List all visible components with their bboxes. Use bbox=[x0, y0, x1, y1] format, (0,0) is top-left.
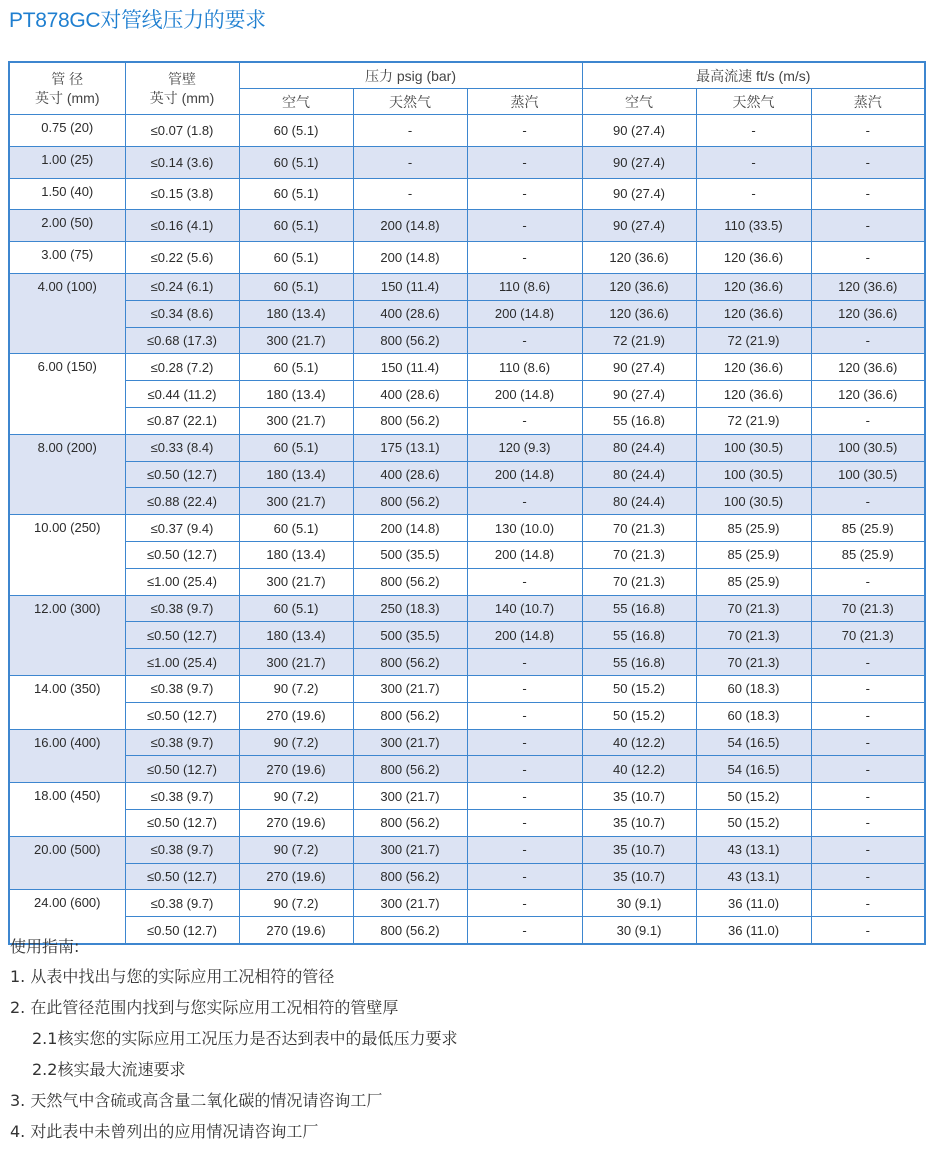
pressure-steam-cell: - bbox=[467, 327, 582, 354]
wall-thickness-cell: ≤0.50 (12.7) bbox=[125, 622, 239, 649]
table-row bbox=[9, 756, 925, 783]
pressure-air-cell: 300 (21.7) bbox=[239, 407, 353, 434]
velocity-air-cell: 35 (10.7) bbox=[582, 809, 696, 836]
velocity-steam-cell: 85 (25.9) bbox=[811, 515, 925, 542]
table-row bbox=[9, 178, 925, 210]
wall-thickness-cell: ≤0.38 (9.7) bbox=[125, 890, 239, 917]
pressure-steam-cell: 110 (8.6) bbox=[467, 273, 582, 300]
velocity-air-cell: 35 (10.7) bbox=[582, 836, 696, 863]
velocity-steam-cell: - bbox=[811, 115, 925, 147]
velocity-steam-cell: - bbox=[811, 729, 925, 756]
velocity-air-cell: 55 (16.8) bbox=[582, 649, 696, 676]
velocity-air-cell: 80 (24.4) bbox=[582, 434, 696, 461]
pipe-size-cell: 14.00 (350) bbox=[9, 675, 125, 729]
wall-thickness-cell: ≤0.38 (9.7) bbox=[125, 729, 239, 756]
wall-thickness-cell: ≤0.50 (12.7) bbox=[125, 541, 239, 568]
header-pipe-size: 管 径 英寸 (mm) bbox=[9, 62, 125, 115]
velocity-steam-cell: - bbox=[811, 146, 925, 178]
pressure-natural-gas-cell: 200 (14.8) bbox=[353, 210, 467, 242]
table-row bbox=[9, 649, 925, 676]
pipe-size-cell: 20.00 (500) bbox=[9, 836, 125, 890]
table-row bbox=[9, 210, 925, 242]
velocity-natural-gas-cell: 54 (16.5) bbox=[696, 756, 811, 783]
pressure-steam-cell: - bbox=[467, 146, 582, 178]
table-row bbox=[9, 568, 925, 595]
wall-thickness-cell: ≤1.00 (25.4) bbox=[125, 568, 239, 595]
wall-thickness-cell: ≤0.44 (11.2) bbox=[125, 381, 239, 408]
pressure-steam-cell: - bbox=[467, 756, 582, 783]
wall-thickness-cell: ≤0.34 (8.6) bbox=[125, 300, 239, 327]
wall-thickness-cell: ≤0.50 (12.7) bbox=[125, 756, 239, 783]
header-pressure-steam: 蒸汽 bbox=[467, 89, 582, 115]
velocity-natural-gas-cell: 50 (15.2) bbox=[696, 783, 811, 810]
header-velocity-natural-gas: 天然气 bbox=[696, 89, 811, 115]
pressure-steam-cell: - bbox=[467, 178, 582, 210]
table-row bbox=[9, 354, 925, 381]
pressure-steam-cell: 120 (9.3) bbox=[467, 434, 582, 461]
pressure-steam-cell: - bbox=[467, 890, 582, 917]
pressure-air-cell: 60 (5.1) bbox=[239, 210, 353, 242]
pressure-air-cell: 270 (19.6) bbox=[239, 702, 353, 729]
pressure-natural-gas-cell: 400 (28.6) bbox=[353, 300, 467, 327]
velocity-steam-cell: 120 (36.6) bbox=[811, 273, 925, 300]
wall-thickness-cell: ≤0.07 (1.8) bbox=[125, 115, 239, 147]
pipe-size-cell: 1.50 (40) bbox=[9, 178, 125, 210]
pressure-steam-cell: 200 (14.8) bbox=[467, 300, 582, 327]
velocity-natural-gas-cell: 100 (30.5) bbox=[696, 434, 811, 461]
velocity-air-cell: 55 (16.8) bbox=[582, 407, 696, 434]
wall-thickness-cell: ≤0.37 (9.4) bbox=[125, 515, 239, 542]
wall-thickness-cell: ≤0.38 (9.7) bbox=[125, 783, 239, 810]
velocity-natural-gas-cell: - bbox=[696, 178, 811, 210]
pipe-size-cell: 0.75 (20) bbox=[9, 115, 125, 147]
velocity-steam-cell: 70 (21.3) bbox=[811, 622, 925, 649]
pressure-air-cell: 90 (7.2) bbox=[239, 836, 353, 863]
table-row bbox=[9, 515, 925, 542]
pressure-air-cell: 270 (19.6) bbox=[239, 756, 353, 783]
wall-thickness-cell: ≤0.38 (9.7) bbox=[125, 675, 239, 702]
table-row bbox=[9, 890, 925, 917]
velocity-air-cell: 90 (27.4) bbox=[582, 381, 696, 408]
pressure-natural-gas-cell: 150 (11.4) bbox=[353, 273, 467, 300]
pressure-air-cell: 90 (7.2) bbox=[239, 890, 353, 917]
velocity-natural-gas-cell: 85 (25.9) bbox=[696, 541, 811, 568]
table-row bbox=[9, 595, 925, 622]
velocity-steam-cell: - bbox=[811, 568, 925, 595]
velocity-air-cell: 90 (27.4) bbox=[582, 146, 696, 178]
wall-thickness-cell: ≤0.28 (7.2) bbox=[125, 354, 239, 381]
header-velocity-group: 最高流速 ft/s (m/s) bbox=[582, 62, 925, 89]
velocity-natural-gas-cell: 72 (21.9) bbox=[696, 327, 811, 354]
table-row bbox=[9, 622, 925, 649]
velocity-natural-gas-cell: 60 (18.3) bbox=[696, 675, 811, 702]
pressure-air-cell: 60 (5.1) bbox=[239, 273, 353, 300]
table-row bbox=[9, 381, 925, 408]
page-title: PT878GC对管线压力的要求 bbox=[9, 9, 266, 32]
pressure-steam-cell: - bbox=[467, 702, 582, 729]
velocity-natural-gas-cell: 110 (33.5) bbox=[696, 210, 811, 242]
velocity-steam-cell: - bbox=[811, 809, 925, 836]
pressure-steam-cell: - bbox=[467, 729, 582, 756]
velocity-steam-cell: 100 (30.5) bbox=[811, 461, 925, 488]
velocity-natural-gas-cell: 43 (13.1) bbox=[696, 836, 811, 863]
guide-item: 4. 对此表中未曾列出的应用情况请咨询工厂 bbox=[10, 1122, 319, 1141]
velocity-air-cell: 50 (15.2) bbox=[582, 675, 696, 702]
velocity-steam-cell: - bbox=[811, 917, 925, 944]
velocity-natural-gas-cell: 36 (11.0) bbox=[696, 890, 811, 917]
velocity-air-cell: 30 (9.1) bbox=[582, 917, 696, 944]
pressure-air-cell: 300 (21.7) bbox=[239, 568, 353, 595]
wall-thickness-cell: ≤0.14 (3.6) bbox=[125, 146, 239, 178]
velocity-steam-cell: - bbox=[811, 210, 925, 242]
velocity-natural-gas-cell: 85 (25.9) bbox=[696, 515, 811, 542]
pressure-steam-cell: - bbox=[467, 242, 582, 274]
velocity-steam-cell: - bbox=[811, 488, 925, 515]
velocity-steam-cell: - bbox=[811, 783, 925, 810]
wall-thickness-cell: ≤0.68 (17.3) bbox=[125, 327, 239, 354]
pressure-natural-gas-cell: 300 (21.7) bbox=[353, 890, 467, 917]
velocity-steam-cell: - bbox=[811, 890, 925, 917]
pressure-steam-cell: - bbox=[467, 210, 582, 242]
pipe-size-cell: 10.00 (250) bbox=[9, 515, 125, 595]
header-wall-thickness: 管壁 英寸 (mm) bbox=[125, 62, 239, 115]
pressure-air-cell: 300 (21.7) bbox=[239, 649, 353, 676]
velocity-air-cell: 90 (27.4) bbox=[582, 178, 696, 210]
velocity-air-cell: 70 (21.3) bbox=[582, 541, 696, 568]
pressure-steam-cell: 200 (14.8) bbox=[467, 381, 582, 408]
pressure-air-cell: 60 (5.1) bbox=[239, 178, 353, 210]
pipe-size-cell: 8.00 (200) bbox=[9, 434, 125, 514]
wall-thickness-cell: ≤0.16 (4.1) bbox=[125, 210, 239, 242]
pressure-natural-gas-cell: 800 (56.2) bbox=[353, 327, 467, 354]
velocity-steam-cell: 100 (30.5) bbox=[811, 434, 925, 461]
pressure-steam-cell: 200 (14.8) bbox=[467, 541, 582, 568]
wall-thickness-cell: ≤1.00 (25.4) bbox=[125, 649, 239, 676]
velocity-air-cell: 90 (27.4) bbox=[582, 115, 696, 147]
pressure-steam-cell: - bbox=[467, 917, 582, 944]
velocity-air-cell: 80 (24.4) bbox=[582, 461, 696, 488]
guide-heading: 使用指南: bbox=[10, 937, 80, 956]
pressure-natural-gas-cell: 400 (28.6) bbox=[353, 381, 467, 408]
velocity-air-cell: 35 (10.7) bbox=[582, 863, 696, 890]
table-row bbox=[9, 783, 925, 810]
pressure-natural-gas-cell: 200 (14.8) bbox=[353, 515, 467, 542]
wall-thickness-cell: ≤0.24 (6.1) bbox=[125, 273, 239, 300]
usage-guide bbox=[10, 934, 458, 1141]
velocity-natural-gas-cell: 100 (30.5) bbox=[696, 461, 811, 488]
velocity-steam-cell: - bbox=[811, 242, 925, 274]
pressure-natural-gas-cell: 200 (14.8) bbox=[353, 242, 467, 274]
guide-item: 3. 天然气中含硫或高含量二氧化碳的情况请咨询工厂 bbox=[10, 1091, 383, 1110]
velocity-steam-cell: - bbox=[811, 836, 925, 863]
header-pressure-group: 压力 psig (bar) bbox=[239, 62, 582, 89]
velocity-air-cell: 55 (16.8) bbox=[582, 595, 696, 622]
velocity-air-cell: 90 (27.4) bbox=[582, 354, 696, 381]
pressure-air-cell: 90 (7.2) bbox=[239, 729, 353, 756]
pressure-natural-gas-cell: 150 (11.4) bbox=[353, 354, 467, 381]
pressure-steam-cell: 110 (8.6) bbox=[467, 354, 582, 381]
pressure-steam-cell: - bbox=[467, 675, 582, 702]
pressure-natural-gas-cell: 300 (21.7) bbox=[353, 729, 467, 756]
pressure-steam-cell: - bbox=[467, 407, 582, 434]
velocity-natural-gas-cell: 72 (21.9) bbox=[696, 407, 811, 434]
velocity-natural-gas-cell: 70 (21.3) bbox=[696, 595, 811, 622]
wall-thickness-cell: ≤0.15 (3.8) bbox=[125, 178, 239, 210]
header-pressure-air: 空气 bbox=[239, 89, 353, 115]
velocity-steam-cell: - bbox=[811, 178, 925, 210]
pressure-natural-gas-cell: 800 (56.2) bbox=[353, 488, 467, 515]
table-row bbox=[9, 327, 925, 354]
pressure-steam-cell: - bbox=[467, 649, 582, 676]
pressure-air-cell: 270 (19.6) bbox=[239, 863, 353, 890]
pressure-steam-cell: - bbox=[467, 836, 582, 863]
pressure-air-cell: 270 (19.6) bbox=[239, 809, 353, 836]
pressure-steam-cell: - bbox=[467, 863, 582, 890]
pressure-natural-gas-cell: 800 (56.2) bbox=[353, 407, 467, 434]
velocity-natural-gas-cell: - bbox=[696, 115, 811, 147]
pipe-size-cell: 16.00 (400) bbox=[9, 729, 125, 783]
pressure-steam-cell: - bbox=[467, 488, 582, 515]
header-pressure-natural-gas: 天然气 bbox=[353, 89, 467, 115]
pressure-air-cell: 90 (7.2) bbox=[239, 783, 353, 810]
pressure-natural-gas-cell: 300 (21.7) bbox=[353, 675, 467, 702]
pressure-air-cell: 60 (5.1) bbox=[239, 595, 353, 622]
pressure-air-cell: 60 (5.1) bbox=[239, 242, 353, 274]
pressure-air-cell: 180 (13.4) bbox=[239, 300, 353, 327]
table-row bbox=[9, 729, 925, 756]
pressure-steam-cell: 200 (14.8) bbox=[467, 461, 582, 488]
velocity-air-cell: 80 (24.4) bbox=[582, 488, 696, 515]
table-row bbox=[9, 702, 925, 729]
pressure-natural-gas-cell: 500 (35.5) bbox=[353, 622, 467, 649]
velocity-air-cell: 40 (12.2) bbox=[582, 756, 696, 783]
table-row bbox=[9, 300, 925, 327]
velocity-natural-gas-cell: 50 (15.2) bbox=[696, 809, 811, 836]
velocity-air-cell: 120 (36.6) bbox=[582, 242, 696, 274]
velocity-steam-cell: - bbox=[811, 756, 925, 783]
velocity-air-cell: 120 (36.6) bbox=[582, 273, 696, 300]
velocity-steam-cell: 70 (21.3) bbox=[811, 595, 925, 622]
pressure-natural-gas-cell: 800 (56.2) bbox=[353, 917, 467, 944]
pressure-natural-gas-cell: 800 (56.2) bbox=[353, 756, 467, 783]
velocity-steam-cell: 120 (36.6) bbox=[811, 381, 925, 408]
pressure-air-cell: 60 (5.1) bbox=[239, 434, 353, 461]
velocity-natural-gas-cell: 85 (25.9) bbox=[696, 568, 811, 595]
pressure-air-cell: 180 (13.4) bbox=[239, 622, 353, 649]
pressure-air-cell: 180 (13.4) bbox=[239, 541, 353, 568]
pipe-size-cell: 2.00 (50) bbox=[9, 210, 125, 242]
table-row bbox=[9, 434, 925, 461]
pressure-requirements-table bbox=[8, 61, 926, 945]
wall-thickness-cell: ≤0.50 (12.7) bbox=[125, 461, 239, 488]
pressure-natural-gas-cell: 300 (21.7) bbox=[353, 783, 467, 810]
pressure-steam-cell: - bbox=[467, 115, 582, 147]
velocity-air-cell: 30 (9.1) bbox=[582, 890, 696, 917]
pipe-size-cell: 6.00 (150) bbox=[9, 354, 125, 434]
wall-thickness-cell: ≤0.50 (12.7) bbox=[125, 702, 239, 729]
velocity-air-cell: 90 (27.4) bbox=[582, 210, 696, 242]
pressure-air-cell: 180 (13.4) bbox=[239, 461, 353, 488]
pressure-natural-gas-cell: 800 (56.2) bbox=[353, 809, 467, 836]
pressure-natural-gas-cell: 400 (28.6) bbox=[353, 461, 467, 488]
velocity-steam-cell: - bbox=[811, 407, 925, 434]
table-row bbox=[9, 488, 925, 515]
table-row bbox=[9, 115, 925, 147]
pressure-natural-gas-cell: 250 (18.3) bbox=[353, 595, 467, 622]
pressure-air-cell: 60 (5.1) bbox=[239, 515, 353, 542]
header-velocity-air: 空气 bbox=[582, 89, 696, 115]
velocity-steam-cell: - bbox=[811, 675, 925, 702]
velocity-natural-gas-cell: 36 (11.0) bbox=[696, 917, 811, 944]
table-row bbox=[9, 407, 925, 434]
wall-thickness-cell: ≤0.88 (22.4) bbox=[125, 488, 239, 515]
velocity-natural-gas-cell: 120 (36.6) bbox=[696, 381, 811, 408]
velocity-air-cell: 55 (16.8) bbox=[582, 622, 696, 649]
wall-thickness-cell: ≤0.38 (9.7) bbox=[125, 836, 239, 863]
wall-thickness-cell: ≤0.50 (12.7) bbox=[125, 809, 239, 836]
velocity-natural-gas-cell: 43 (13.1) bbox=[696, 863, 811, 890]
wall-thickness-cell: ≤0.22 (5.6) bbox=[125, 242, 239, 274]
pressure-natural-gas-cell: 300 (21.7) bbox=[353, 836, 467, 863]
guide-list bbox=[10, 964, 458, 1141]
pressure-air-cell: 60 (5.1) bbox=[239, 354, 353, 381]
velocity-air-cell: 70 (21.3) bbox=[582, 515, 696, 542]
pressure-air-cell: 180 (13.4) bbox=[239, 381, 353, 408]
table-row bbox=[9, 541, 925, 568]
table-row bbox=[9, 461, 925, 488]
velocity-air-cell: 70 (21.3) bbox=[582, 568, 696, 595]
pressure-air-cell: 90 (7.2) bbox=[239, 675, 353, 702]
velocity-natural-gas-cell: 60 (18.3) bbox=[696, 702, 811, 729]
pressure-natural-gas-cell: 175 (13.1) bbox=[353, 434, 467, 461]
pressure-steam-cell: - bbox=[467, 568, 582, 595]
pressure-air-cell: 300 (21.7) bbox=[239, 327, 353, 354]
velocity-steam-cell: 120 (36.6) bbox=[811, 354, 925, 381]
velocity-natural-gas-cell: 70 (21.3) bbox=[696, 649, 811, 676]
pressure-air-cell: 300 (21.7) bbox=[239, 488, 353, 515]
velocity-air-cell: 120 (36.6) bbox=[582, 300, 696, 327]
wall-thickness-cell: ≤0.50 (12.7) bbox=[125, 863, 239, 890]
pipe-size-cell: 4.00 (100) bbox=[9, 273, 125, 353]
pressure-steam-cell: 200 (14.8) bbox=[467, 622, 582, 649]
pressure-natural-gas-cell: 800 (56.2) bbox=[353, 702, 467, 729]
velocity-steam-cell: - bbox=[811, 702, 925, 729]
velocity-natural-gas-cell: 70 (21.3) bbox=[696, 622, 811, 649]
pressure-natural-gas-cell: - bbox=[353, 115, 467, 147]
pressure-steam-cell: 130 (10.0) bbox=[467, 515, 582, 542]
velocity-natural-gas-cell: 54 (16.5) bbox=[696, 729, 811, 756]
pressure-air-cell: 60 (5.1) bbox=[239, 115, 353, 147]
table-row bbox=[9, 273, 925, 300]
table-row bbox=[9, 242, 925, 274]
velocity-natural-gas-cell: - bbox=[696, 146, 811, 178]
wall-thickness-cell: ≤0.38 (9.7) bbox=[125, 595, 239, 622]
velocity-steam-cell: - bbox=[811, 863, 925, 890]
pressure-natural-gas-cell: 800 (56.2) bbox=[353, 649, 467, 676]
pressure-natural-gas-cell: 500 (35.5) bbox=[353, 541, 467, 568]
velocity-air-cell: 50 (15.2) bbox=[582, 702, 696, 729]
pressure-natural-gas-cell: 800 (56.2) bbox=[353, 863, 467, 890]
table-row bbox=[9, 675, 925, 702]
pressure-natural-gas-cell: - bbox=[353, 178, 467, 210]
pipe-size-cell: 3.00 (75) bbox=[9, 242, 125, 274]
pressure-air-cell: 60 (5.1) bbox=[239, 146, 353, 178]
pipe-size-cell: 1.00 (25) bbox=[9, 146, 125, 178]
velocity-natural-gas-cell: 120 (36.6) bbox=[696, 273, 811, 300]
guide-item: 2.1核实您的实际应用工况压力是否达到表中的最低压力要求 bbox=[32, 1029, 458, 1048]
velocity-natural-gas-cell: 100 (30.5) bbox=[696, 488, 811, 515]
table-body bbox=[9, 115, 925, 944]
table-row bbox=[9, 836, 925, 863]
wall-thickness-cell: ≤0.50 (12.7) bbox=[125, 917, 239, 944]
pipe-size-cell: 24.00 (600) bbox=[9, 890, 125, 944]
velocity-steam-cell: 85 (25.9) bbox=[811, 541, 925, 568]
velocity-steam-cell: 120 (36.6) bbox=[811, 300, 925, 327]
pressure-natural-gas-cell: - bbox=[353, 146, 467, 178]
pipe-size-cell: 18.00 (450) bbox=[9, 783, 125, 837]
guide-item: 2. 在此管径范围内找到与您实际应用工况相符的管壁厚 bbox=[10, 998, 399, 1017]
velocity-air-cell: 40 (12.2) bbox=[582, 729, 696, 756]
velocity-air-cell: 35 (10.7) bbox=[582, 783, 696, 810]
guide-item: 2.2核实最大流速要求 bbox=[32, 1060, 186, 1079]
wall-thickness-cell: ≤0.87 (22.1) bbox=[125, 407, 239, 434]
pressure-air-cell: 270 (19.6) bbox=[239, 917, 353, 944]
pressure-steam-cell: - bbox=[467, 783, 582, 810]
pressure-natural-gas-cell: 800 (56.2) bbox=[353, 568, 467, 595]
table-row bbox=[9, 146, 925, 178]
table-row bbox=[9, 863, 925, 890]
pressure-steam-cell: 140 (10.7) bbox=[467, 595, 582, 622]
velocity-natural-gas-cell: 120 (36.6) bbox=[696, 354, 811, 381]
velocity-steam-cell: - bbox=[811, 649, 925, 676]
wall-thickness-cell: ≤0.33 (8.4) bbox=[125, 434, 239, 461]
header-velocity-steam: 蒸汽 bbox=[811, 89, 925, 115]
velocity-natural-gas-cell: 120 (36.6) bbox=[696, 242, 811, 274]
velocity-air-cell: 72 (21.9) bbox=[582, 327, 696, 354]
pipe-size-cell: 12.00 (300) bbox=[9, 595, 125, 675]
velocity-steam-cell: - bbox=[811, 327, 925, 354]
table-row bbox=[9, 809, 925, 836]
pressure-steam-cell: - bbox=[467, 809, 582, 836]
velocity-natural-gas-cell: 120 (36.6) bbox=[696, 300, 811, 327]
guide-item: 1. 从表中找出与您的实际应用工况相符的管径 bbox=[10, 967, 335, 986]
